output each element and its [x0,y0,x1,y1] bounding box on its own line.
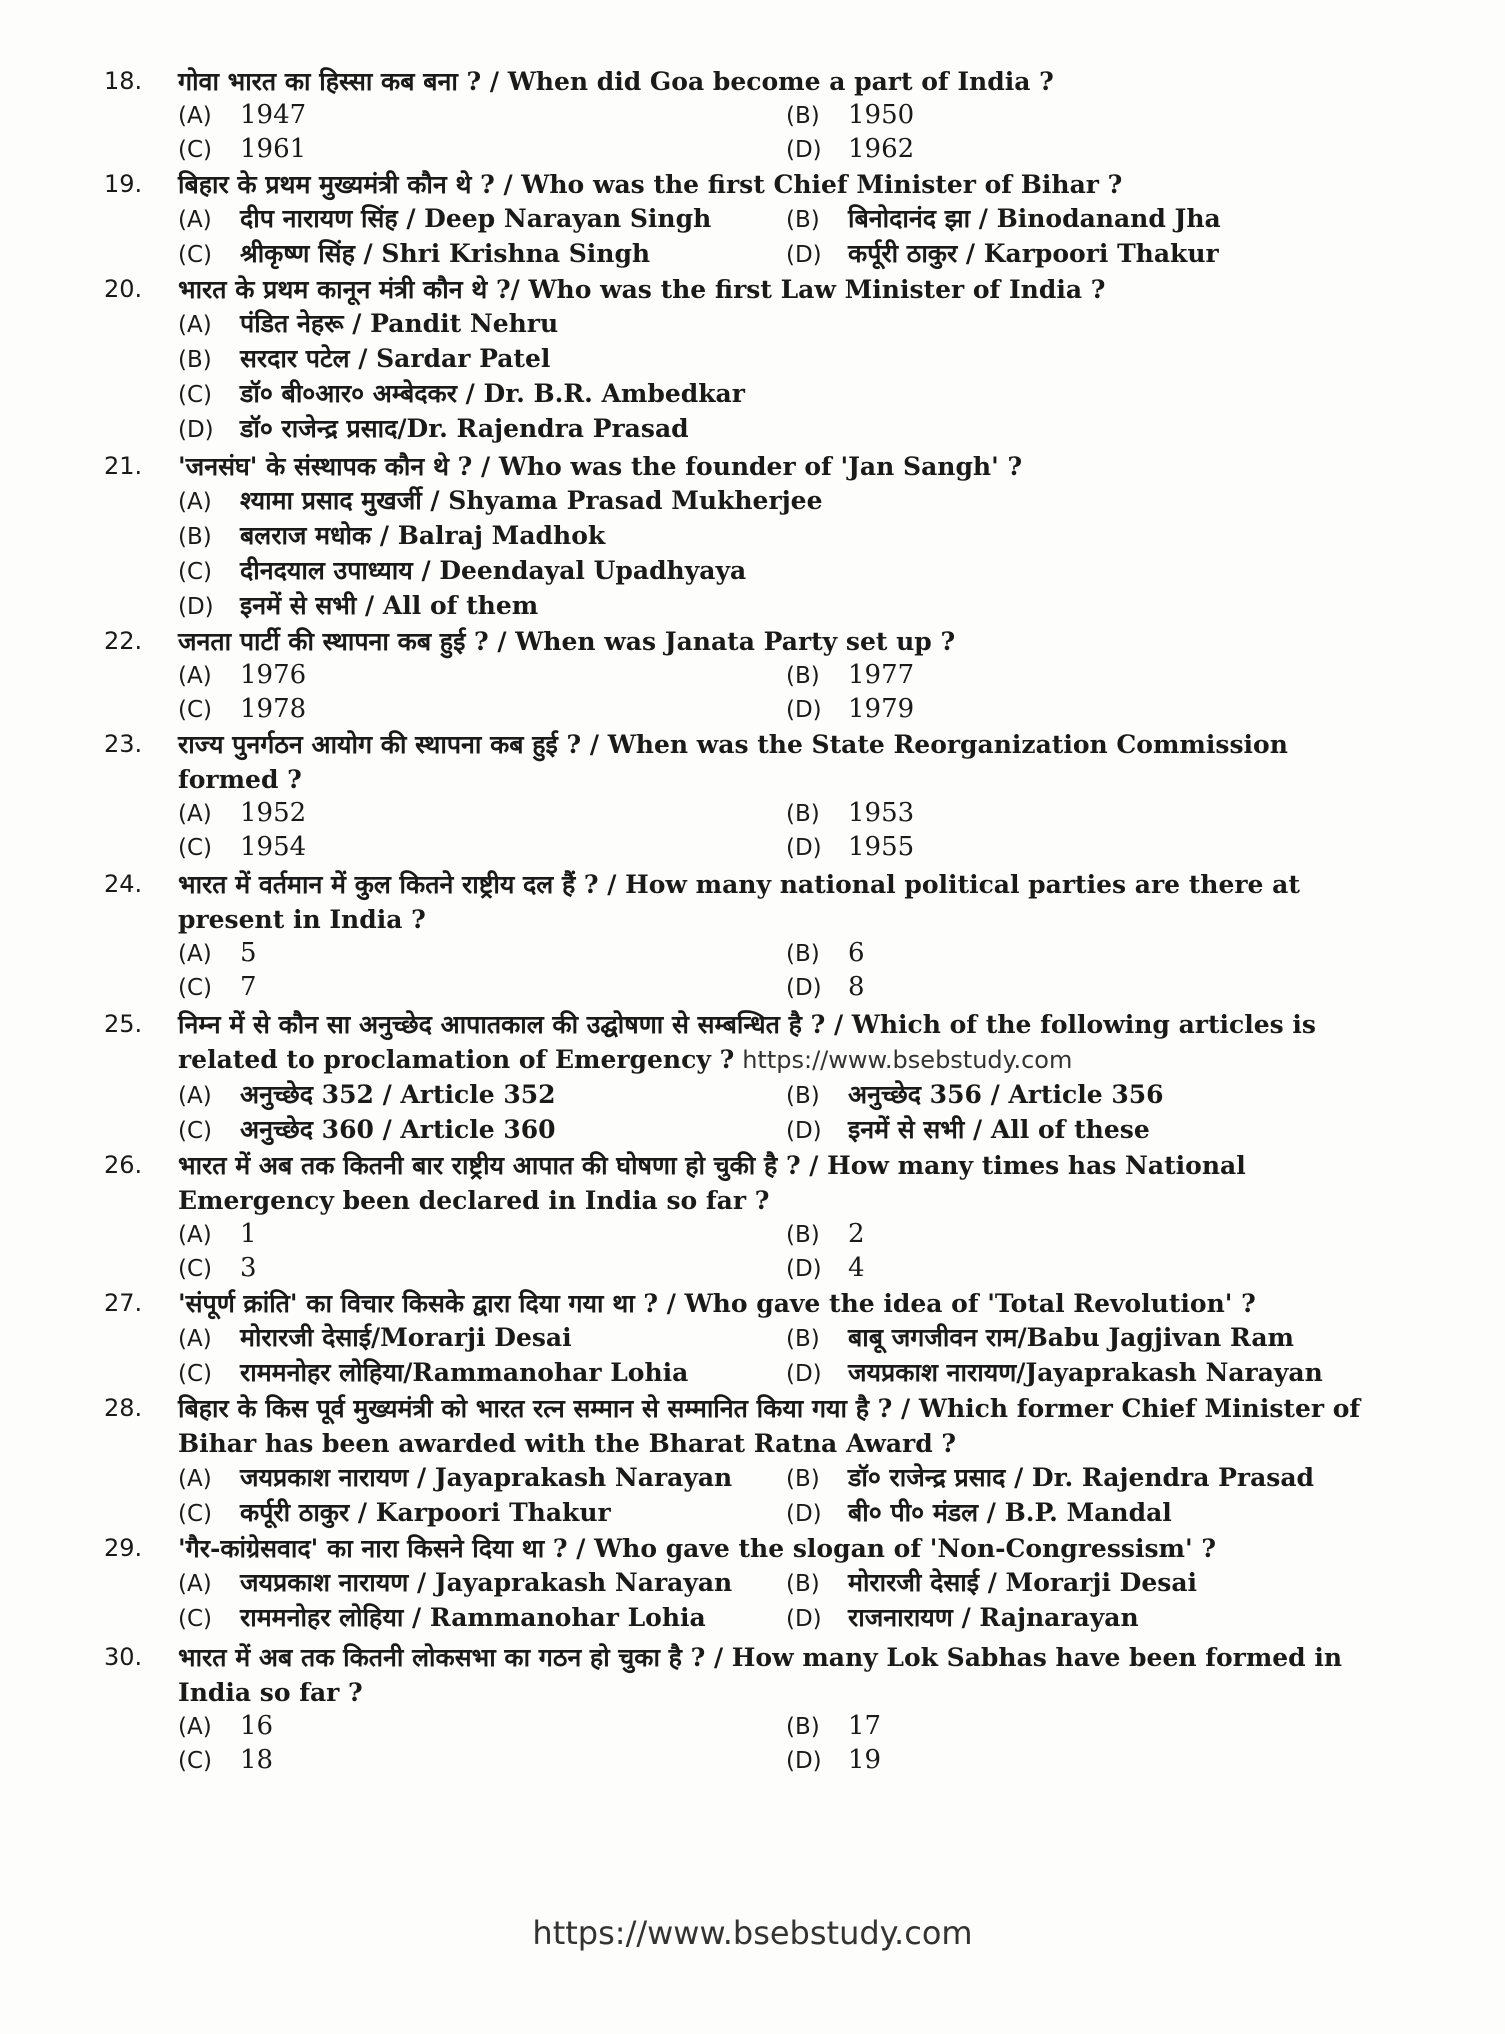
option-text: सरदार पटेल / Sardar Patel [240,344,551,373]
option-letter: (B) [178,524,212,550]
option-text: बाबू जगजीवन राम/Babu Jagjivan Ram [848,1323,1294,1352]
option-text: राममनोहर लोहिया / Rammanohar Lohia [240,1603,706,1632]
option-letter: (A) [178,312,212,338]
option-b [786,1321,1346,1356]
question-text [178,867,1384,937]
question-number: 30. [104,1643,143,1671]
question-text [178,1531,1384,1566]
option-d [786,693,1346,727]
option-text: 3 [240,1253,257,1283]
option-text: श्यामा प्रसाद मुखर्जी / Shyama Prasad Mukherjee [240,486,823,515]
question-row [104,1391,1384,1461]
option-letter: (D) [786,1606,822,1632]
option-text: 6 [848,938,865,968]
inline-watermark-url[interactable]: https://www.bsebstudy.com [742,1046,1073,1074]
option-letter: (D) [178,594,214,620]
option-b [786,937,1346,971]
question-number: 24. [104,870,143,898]
question-text-content: जनता पार्टी की स्थापना कब हुई ? / When was Janata Party set up ? [178,627,956,656]
option-b [178,519,1384,554]
option-letter: (D) [786,697,822,723]
question-row [104,867,1384,937]
option-c [178,831,786,865]
options-group [178,1218,1384,1286]
option-d [786,133,1346,167]
question-text-content: बिहार के किस पूर्व मुख्यमंत्री को भारत रत्न सम्मान से सम्मानित किया गया है ? / Which former Chief Minister of Bihar has been awarded with the Bharat Ratna Award ? [178,1394,1361,1458]
question-item [104,1391,1384,1531]
option-a [178,659,786,693]
question-row [104,167,1384,202]
option-letter: (C) [178,1361,213,1387]
question-text [178,449,1384,484]
options-group [178,307,1384,447]
question-row [104,449,1384,484]
option-letter: (B) [786,1466,820,1492]
options-group [178,659,1384,727]
option-letter: (A) [178,663,212,689]
option-letter: (D) [786,137,822,163]
option-text: जयप्रकाश नारायण/Jayaprakash Narayan [848,1358,1323,1387]
option-text: 1978 [240,694,307,724]
option-letter: (A) [178,1326,212,1352]
question-number: 27. [104,1289,143,1317]
option-text: 1953 [848,798,915,828]
footer-url[interactable]: https://www.bsebstudy.com [532,1914,973,1952]
option-letter: (C) [178,835,213,861]
option-letter: (B) [786,1222,820,1248]
option-letter: (D) [786,975,822,1001]
option-d [786,1496,1346,1531]
option-d [786,1601,1346,1636]
question-row [104,727,1384,797]
options-group [178,1321,1384,1391]
option-c [178,237,786,272]
option-text: 4 [848,1253,865,1283]
option-letter: (C) [178,975,213,1001]
question-text [178,64,1384,99]
option-c [178,554,1384,589]
option-letter: (A) [178,1466,212,1492]
question-item [104,727,1384,865]
option-letter: (B) [786,941,820,967]
option-text: कर्पूरी ठाकुर / Karpoori Thakur [240,1498,611,1527]
question-item [104,1531,1384,1636]
option-a [178,307,1384,342]
option-text: 18 [240,1745,274,1775]
option-letter: (D) [786,1361,822,1387]
question-item [104,272,1384,447]
question-text-content: भारत में अब तक कितनी लोकसभा का गठन हो चुका है ? / How many Lok Sabhas have been formed in India so far ? [178,1643,1343,1707]
question-item [104,167,1384,272]
options-group [178,797,1384,865]
option-b [786,1218,1346,1252]
options-group [178,1078,1384,1148]
option-letter: (C) [178,242,213,268]
option-text: इनमें से सभी / All of these [848,1115,1150,1144]
option-d [786,237,1346,272]
option-letter: (D) [786,835,822,861]
question-item [104,64,1384,167]
question-text-content: भारत में अब तक कितनी बार राष्ट्रीय आपात की घोषणा हो चुकी है ? / How many times has National Emergency been declared in India so far ? [178,1151,1246,1215]
option-b [786,202,1346,237]
option-a [178,937,786,971]
options-group [178,202,1384,272]
question-number: 25. [104,1010,143,1038]
option-text: राममनोहर लोहिया/Rammanohar Lohia [240,1358,689,1387]
option-text: दीप नारायण सिंह / Deep Narayan Singh [240,204,712,233]
question-row [104,624,1384,659]
option-a [178,99,786,133]
question-text-content: 'संपूर्ण क्रांति' का विचार किसके द्वारा दिया गया था ? / Who gave the idea of 'Total Revolution' ? [178,1289,1256,1318]
option-c [178,1744,786,1778]
question-text-content: 'जनसंघ' के संस्थापक कौन थे ? / Who was the founder of 'Jan Sangh' ? [178,452,1023,481]
option-d [786,1356,1346,1391]
question-text-content: बिहार के प्रथम मुख्यमंत्री कौन थे ? / Who was the first Chief Minister of Bihar ? [178,170,1123,199]
option-a [178,1710,786,1744]
option-text: बलराज मधोक / Balraj Madhok [240,521,606,550]
option-text: श्रीकृष्ण सिंह / Shri Krishna Singh [240,239,651,268]
option-text: दीनदयाल उपाध्याय / Deendayal Upadhyaya [240,556,747,585]
option-letter: (A) [178,1083,212,1109]
option-d [786,1252,1346,1286]
option-d [178,412,1384,447]
option-text: पंडित नेहरू / Pandit Nehru [240,309,559,338]
option-text: 1954 [240,832,307,862]
option-letter: (C) [178,1606,213,1632]
option-letter: (D) [786,1748,822,1774]
question-text [178,272,1384,307]
option-text: जयप्रकाश नारायण / Jayaprakash Narayan [240,1463,733,1492]
option-letter: (C) [178,697,213,723]
option-b [786,1078,1346,1113]
question-item [104,1148,1384,1286]
option-a [178,202,786,237]
options-group [178,937,1384,1005]
option-b [786,1710,1346,1744]
question-number: 23. [104,730,143,758]
question-item [104,1640,1384,1778]
option-b [786,1566,1346,1601]
option-b [786,797,1346,831]
option-text: बी० पी० मंडल / B.P. Mandal [848,1498,1172,1527]
option-a [178,1566,786,1601]
question-row [104,1007,1384,1078]
question-row [104,1286,1384,1321]
option-text: मोरारजी देसाई / Morarji Desai [848,1568,1198,1597]
question-text [178,1391,1384,1461]
option-c [178,1252,786,1286]
option-letter: (B) [178,347,212,373]
option-text: 17 [848,1711,882,1741]
option-text: 1955 [848,832,915,862]
option-a [178,484,1384,519]
option-text: डॉ० बी०आर० अम्बेदकर / Dr. B.R. Ambedkar [240,379,745,408]
option-letter: (C) [178,1256,213,1282]
option-text: अनुच्छेद 360 / Article 360 [240,1115,556,1144]
options-group [178,1566,1384,1636]
option-letter: (A) [178,941,212,967]
option-text: अनुच्छेद 352 / Article 352 [240,1080,556,1109]
option-letter: (C) [178,1118,213,1144]
question-text [178,727,1384,797]
option-letter: (B) [786,1326,820,1352]
option-a [178,1461,786,1496]
option-letter: (C) [178,1748,213,1774]
options-group [178,1461,1384,1531]
option-text: 1962 [848,134,915,164]
option-text: राजनारायण / Rajnarayan [848,1603,1139,1632]
option-letter: (A) [178,489,212,515]
option-text: बिनोदानंद झा / Binodanand Jha [848,204,1221,233]
option-text: अनुच्छेद 356 / Article 356 [848,1080,1164,1109]
question-text-content: भारत में वर्तमान में कुल कितने राष्ट्रीय दल हैं ? / How many national political parties are there at present in India ? [178,870,1300,934]
question-number: 18. [104,67,143,95]
option-b [786,99,1346,133]
option-text: 5 [240,938,257,968]
question-text-content: 'गैर-कांग्रेसवाद' का नारा किसने दिया था ? / Who gave the slogan of 'Non-Congressism' ? [178,1534,1217,1563]
option-letter: (D) [786,242,822,268]
option-d [178,589,1384,624]
option-text: 1961 [240,134,307,164]
option-letter: (C) [178,1501,213,1527]
question-row [104,1640,1384,1710]
question-item [104,624,1384,727]
option-letter: (A) [178,1571,212,1597]
option-b [786,659,1346,693]
option-letter: (B) [786,1083,820,1109]
option-a [178,1218,786,1252]
option-text: 1979 [848,694,915,724]
question-number: 21. [104,452,143,480]
option-letter: (B) [786,801,820,827]
question-row [104,1531,1384,1566]
option-letter: (C) [178,137,213,163]
option-text: 1976 [240,660,307,690]
option-c [178,971,786,1005]
question-number: 26. [104,1151,143,1179]
option-text: 19 [848,1745,882,1775]
question-item [104,1007,1384,1148]
option-text: इनमें से सभी / All of them [240,591,539,620]
option-c [178,133,786,167]
option-text: डॉ० राजेन्द्र प्रसाद / Dr. Rajendra Prasad [848,1463,1315,1492]
option-letter: (C) [178,559,213,585]
option-d [786,1744,1346,1778]
option-a [178,797,786,831]
option-text: 7 [240,972,257,1002]
question-text-content: भारत के प्रथम कानून मंत्री कौन थे ?/ Who was the first Law Minister of India ? [178,275,1106,304]
question-number: 22. [104,627,143,655]
question-text [178,1640,1384,1710]
option-letter: (A) [178,103,212,129]
option-c [178,1356,786,1391]
option-d [786,831,1346,865]
option-text: जयप्रकाश नारायण / Jayaprakash Narayan [240,1568,733,1597]
option-letter: (B) [786,1714,820,1740]
option-letter: (B) [786,103,820,129]
option-text: मोरारजी देसाई/Morarji Desai [240,1323,572,1352]
option-letter: (A) [178,207,212,233]
option-c [178,377,1384,412]
question-number: 19. [104,170,143,198]
option-letter: (A) [178,801,212,827]
question-text [178,1286,1384,1321]
options-group [178,99,1384,167]
option-c [178,693,786,727]
question-list [104,64,1384,1778]
option-letter: (D) [786,1256,822,1282]
question-text-content: राज्य पुनर्गठन आयोग की स्थापना कब हुई ? / When was the State Reorganization Commission formed ? [178,730,1288,794]
option-c [178,1113,786,1148]
option-text: 2 [848,1219,865,1249]
option-text: 1977 [848,660,915,690]
question-row [104,1148,1384,1218]
option-d [786,971,1346,1005]
option-letter: (D) [178,417,214,443]
option-text: 16 [240,1711,274,1741]
question-item [104,867,1384,1005]
option-a [178,1078,786,1113]
option-text: 1950 [848,100,915,130]
question-item [104,1286,1384,1391]
option-c [178,1601,786,1636]
option-letter: (B) [786,207,820,233]
option-text: डॉ० राजेन्द्र प्रसाद/Dr. Rajendra Prasad [240,414,689,443]
option-c [178,1496,786,1531]
option-text: 1952 [240,798,307,828]
question-row [104,64,1384,99]
question-text [178,1007,1384,1078]
option-text: कर्पूरी ठाकुर / Karpoori Thakur [848,239,1219,268]
question-text-content: निम्न में से कौन सा अनुच्छेद आपातकाल की उद्घोषणा से सम्बन्धित है ? / Which of the following articles is related to proclamation of Emergency ? [178,1010,1316,1074]
question-text [178,624,1384,659]
question-number: 29. [104,1534,143,1562]
option-b [786,1461,1346,1496]
option-a [178,1321,786,1356]
option-letter: (A) [178,1714,212,1740]
options-group [178,1710,1384,1778]
question-number: 20. [104,275,143,303]
question-text [178,1148,1384,1218]
options-group [178,484,1384,624]
option-text: 1 [240,1219,257,1249]
option-b [178,342,1384,377]
option-letter: (B) [786,1571,820,1597]
option-letter: (B) [786,663,820,689]
option-d [786,1113,1346,1148]
option-text: 1947 [240,100,307,130]
option-letter: (C) [178,382,213,408]
option-letter: (D) [786,1501,822,1527]
question-text [178,167,1384,202]
option-text: 8 [848,972,865,1002]
option-letter: (D) [786,1118,822,1144]
question-row [104,272,1384,307]
question-number: 28. [104,1394,143,1422]
question-item [104,449,1384,624]
option-letter: (A) [178,1222,212,1248]
question-text-content: गोवा भारत का हिस्सा कब बना ? / When did Goa become a part of India ? [178,67,1054,96]
